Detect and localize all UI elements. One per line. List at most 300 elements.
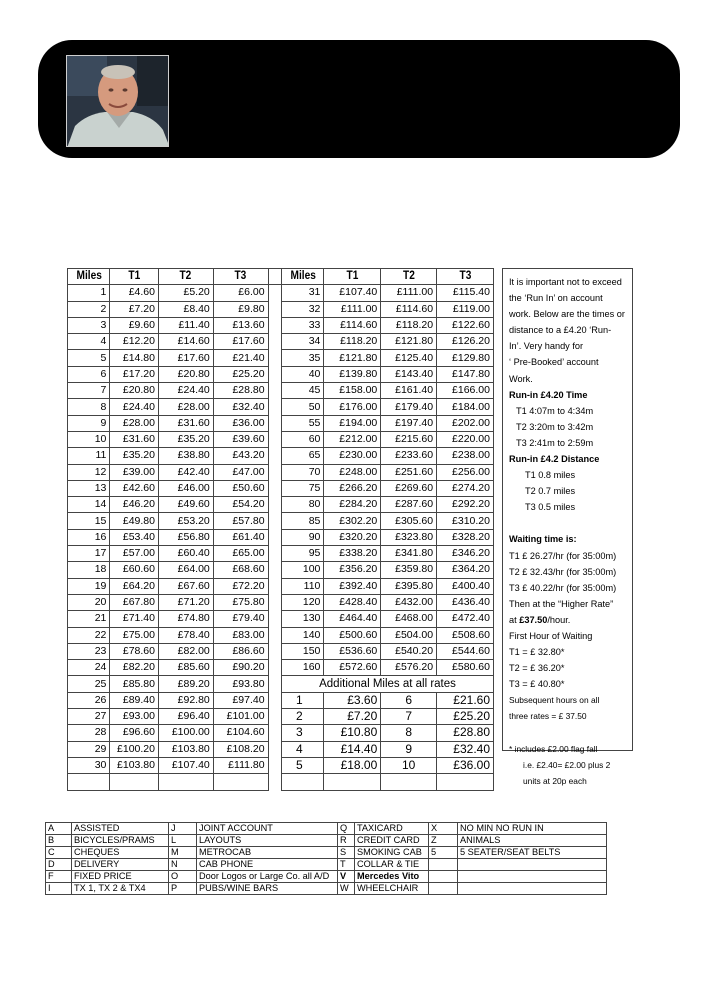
header-miles-2: Miles [284,269,321,285]
fare-cell: £233.60 [381,448,437,464]
fare-cell: £320.20 [324,529,381,545]
table-row [68,497,494,513]
fare-cell: £31.60 [110,431,159,447]
code-description: Door Logos or Large Co. all A/D [197,871,338,883]
code-letter [429,859,458,871]
fare-cell: £122.60 [437,317,494,333]
fare-cell: £202.00 [437,415,494,431]
fare-cell: £31.60 [158,415,213,431]
miles-cell: 19 [68,578,110,594]
fare-cell: £8.40 [158,301,213,317]
header-t3-2: T3 [440,269,490,285]
empty-cell [68,774,110,790]
fare-cell: £82.20 [110,660,159,676]
column-gap [268,676,281,692]
code-row [46,835,607,847]
fare-cell: £83.00 [213,627,268,643]
code-letter: J [169,823,197,835]
code-description: JOINT ACCOUNT [197,823,338,835]
fare-cell: £64.00 [158,562,213,578]
intro-line: work. Below are the times or [509,309,625,320]
column-gap [268,317,281,333]
fare-cell: £310.20 [437,513,494,529]
fare-cell: £89.40 [110,692,159,708]
table-row [68,692,494,708]
waiting-line: T3 £ 40.22/hr (for 35:00m) [509,582,617,593]
table-row [68,725,494,741]
fare-cell: £14.60 [158,334,213,350]
fare-cell: £230.00 [324,448,381,464]
waiting-list [509,548,628,596]
table-row [68,594,494,610]
fare-cell: £74.80 [158,611,213,627]
column-gap [268,383,281,399]
table-row [68,480,494,496]
miles-cell: 4 [68,334,110,350]
waiting-title: Waiting time is: [509,534,577,545]
fare-cell: £100.20 [110,741,159,757]
fare-cell: £32.40 [213,399,268,415]
additional-miles-cell: 5 [282,757,324,773]
intro-line: the ‘Run In’ on account [509,293,603,304]
run-in-distance-title: Run-in £4.2 Distance [509,454,600,465]
column-gap [268,709,281,725]
additional-fare-cell: £36.00 [437,757,494,773]
fare-cell: £118.20 [381,317,437,333]
fare-cell: £9.60 [110,317,159,333]
empty-cell [381,774,437,790]
fare-cell: £4.60 [110,285,159,301]
miles-cell: 3 [68,317,110,333]
additional-fare-cell: £14.40 [324,741,381,757]
header-t1-2: T1 [327,269,377,285]
code-row [46,847,607,859]
fare-cell: £238.00 [437,448,494,464]
column-gap [268,757,281,773]
fare-cell: £43.20 [213,448,268,464]
additional-miles-cell: 2 [282,709,324,725]
fare-cell: £108.20 [213,741,268,757]
fare-cell: £266.20 [324,480,381,496]
additional-miles-cell: 10 [381,757,437,773]
code-letter: W [338,883,355,895]
fare-cell: £400.40 [437,578,494,594]
higher-rate-text: Then at the “Higher Rate” [509,598,614,609]
fare-cell: £12.20 [110,334,159,350]
fare-cell: £42.40 [158,464,213,480]
fare-cell: £93.80 [213,676,268,692]
column-gap [268,366,281,382]
fare-cell: £65.00 [213,546,268,562]
column-gap [268,285,281,301]
fare-cell: £35.20 [110,448,159,464]
code-description: ANIMALS [458,835,607,847]
spacer [509,515,628,531]
run-in-time-title: Run-in £4.20 Time [509,389,588,400]
first-hour-title: First Hour of Waiting [509,630,593,641]
fare-cell: £129.80 [437,350,494,366]
fare-cell: £359.80 [381,562,437,578]
miles-cell: 16 [68,529,110,545]
footnote-line: units at 20p each [523,775,587,786]
column-gap [268,578,281,594]
miles-cell: 1 [68,285,110,301]
fare-cell: £85.80 [110,676,159,692]
fare-cell: £5.20 [158,285,213,301]
table-row [68,757,494,773]
intro-text [509,274,628,387]
fare-cell: £540.20 [381,643,437,659]
fare-cell: £75.00 [110,627,159,643]
fare-cell: £292.20 [437,497,494,513]
fare-cell: £274.20 [437,480,494,496]
fare-cell: £49.60 [158,497,213,513]
fare-table [67,268,494,791]
code-description: FIXED PRICE [72,871,169,883]
column-gap [268,660,281,676]
table-row [68,415,494,431]
column-gap [268,529,281,545]
fare-cell: £103.80 [158,741,213,757]
fare-cell: £111.80 [213,757,268,773]
code-letter: Q [338,823,355,835]
fare-cell: £139.80 [324,366,381,382]
fare-cell: £284.20 [324,497,381,513]
miles-cell: 27 [68,709,110,725]
miles-cell: 17 [68,546,110,562]
fare-cell: £6.00 [213,285,268,301]
fare-cell: £9.80 [213,301,268,317]
fare-cell: £72.20 [213,578,268,594]
fare-table-header [68,269,494,285]
column-gap [268,334,281,350]
fare-cell: £119.00 [437,301,494,317]
footnote-line: i.e. £2.40= £2.00 plus 2 [523,759,611,770]
column-gap [268,301,281,317]
miles-cell: 15 [68,513,110,529]
fare-cell: £86.60 [213,643,268,659]
header-t1: T1 [113,269,156,285]
code-description: DELIVERY [72,859,169,871]
code-description: CREDIT CARD [355,835,429,847]
higher-rate-at: at [509,614,520,625]
code-letter: X [429,823,458,835]
code-description: BICYCLES/PRAMS [72,835,169,847]
subsequent-line: Subsequent hours on all [509,695,600,706]
fare-cell: £287.60 [381,497,437,513]
fare-cell: £85.60 [158,660,213,676]
miles-cell: 29 [68,741,110,757]
additional-miles-cell: 4 [282,741,324,757]
code-description: WHEELCHAIR [355,883,429,895]
miles-cell: 5 [68,350,110,366]
fare-cell: £17.20 [110,366,159,382]
fare-cell: £464.40 [324,611,381,627]
miles-cell: 100 [282,562,324,578]
run-in-distance-line: T2 0.7 miles [525,486,576,497]
miles-cell: 65 [282,448,324,464]
fare-cell: £38.80 [158,448,213,464]
column-gap [268,399,281,415]
fare-cell: £53.40 [110,529,159,545]
fare-cell: £61.40 [213,529,268,545]
waiting-line: T2 £ 32.43/hr (for 35:00m) [509,566,617,577]
code-description: PUBS/WINE BARS [197,883,338,895]
miles-cell: 23 [68,643,110,659]
fare-cell: £7.20 [110,301,159,317]
code-letter: I [46,883,72,895]
code-letter: A [46,823,72,835]
column-gap [268,415,281,431]
miles-cell: 10 [68,431,110,447]
fare-cell: £158.00 [324,383,381,399]
fare-cell: £220.00 [437,431,494,447]
miles-cell: 12 [68,464,110,480]
miles-cell: 2 [68,301,110,317]
code-legend-table [45,822,607,895]
code-row [46,883,607,895]
additional-fare-cell: £25.20 [437,709,494,725]
code-letter: 5 [429,847,458,859]
additional-fare-cell: £7.20 [324,709,381,725]
miles-cell: 11 [68,448,110,464]
code-row [46,859,607,871]
miles-cell: 33 [282,317,324,333]
additional-miles-cell: 3 [282,725,324,741]
fare-cell: £121.80 [324,350,381,366]
fare-cell: £92.80 [158,692,213,708]
fare-cell: £212.00 [324,431,381,447]
fare-cell: £79.40 [213,611,268,627]
code-letter: C [46,847,72,859]
fare-cell: £364.20 [437,562,494,578]
footnote-line: * includes £2.00 flag fall [509,743,598,754]
column-gap [268,562,281,578]
code-description: METROCAB [197,847,338,859]
table-row [68,399,494,415]
fare-cell: £42.60 [110,480,159,496]
column-gap [268,725,281,741]
column-gap [268,774,281,790]
fare-cell: £256.00 [437,464,494,480]
run-in-distance-line: T3 0.5 miles [525,502,576,513]
miles-cell: 150 [282,643,324,659]
first-hour-line: T1 = £ 32.80* [509,647,565,658]
additional-miles-cell: 6 [381,692,437,708]
intro-line: Work. [509,373,533,384]
intro-line: ‘ Pre-Booked’ account [509,357,599,368]
fare-cell: £111.00 [324,301,381,317]
spacer [509,725,628,741]
table-row [68,660,494,676]
fare-cell: £28.80 [213,383,268,399]
fare-cell: £184.00 [437,399,494,415]
miles-cell: 9 [68,415,110,431]
fare-cell: £536.60 [324,643,381,659]
fare-cell: £28.00 [158,399,213,415]
fare-cell: £111.00 [381,285,437,301]
run-in-distance-list [509,467,628,515]
intro-line: distance to a £4.20 ‘Run- [509,325,612,336]
code-letter: D [46,859,72,871]
fare-cell: £302.20 [324,513,381,529]
higher-rate-unit: /hour. [547,614,571,625]
code-description: 5 SEATER/SEAT BELTS [458,847,607,859]
code-letter: O [169,871,197,883]
code-description: ASSISTED [72,823,169,835]
table-row [68,383,494,399]
fare-cell: £36.00 [213,415,268,431]
code-description: TX 1, TX 2 & TX4 [72,883,169,895]
empty-cell [110,774,159,790]
miles-cell: 7 [68,383,110,399]
fare-cell: £64.20 [110,578,159,594]
miles-cell: 35 [282,350,324,366]
higher-rate-line [509,612,628,628]
fare-cell: £53.20 [158,513,213,529]
fare-cell: £305.60 [381,513,437,529]
miles-cell: 120 [282,594,324,610]
fare-cell: £197.40 [381,415,437,431]
miles-cell: 85 [282,513,324,529]
code-letter: R [338,835,355,847]
additional-fare-cell: £21.60 [437,692,494,708]
intro-line: In’. Very handy for [509,341,584,352]
fare-cell: £500.60 [324,627,381,643]
fare-cell: £104.60 [213,725,268,741]
miles-cell: 32 [282,301,324,317]
additional-miles-cell: 1 [282,692,324,708]
code-description: CHEQUES [72,847,169,859]
fare-cell: £20.80 [158,366,213,382]
column-gap [268,480,281,496]
fare-cell: £24.40 [110,399,159,415]
miles-cell: 55 [282,415,324,431]
miles-cell: 34 [282,334,324,350]
fare-cell: £125.40 [381,350,437,366]
empty-cell [324,774,381,790]
higher-rate-value: £37.50 [519,614,548,625]
code-description: SMOKING CAB [355,847,429,859]
table-row [68,464,494,480]
run-in-time-line: T1 4:07m to 4:34m [516,405,594,416]
fare-cell: £28.00 [110,415,159,431]
fare-cell: £17.60 [158,350,213,366]
fare-cell: £341.80 [381,546,437,562]
run-in-time-line: T2 3:20m to 3:42m [516,421,594,432]
fare-cell: £161.40 [381,383,437,399]
fare-cell: £78.60 [110,643,159,659]
intro-line: It is important not to exceed [509,277,622,287]
miles-cell: 24 [68,660,110,676]
fare-cell: £114.60 [381,301,437,317]
miles-cell: 60 [282,431,324,447]
miles-cell: 25 [68,676,110,692]
run-in-notes [502,268,633,786]
table-row [68,448,494,464]
code-letter: P [169,883,197,895]
fare-cell: £67.60 [158,578,213,594]
code-letter: L [169,835,197,847]
fare-cell: £96.40 [158,709,213,725]
column-gap [268,448,281,464]
fare-cell: £215.60 [381,431,437,447]
miles-cell: 20 [68,594,110,610]
table-row [68,529,494,545]
fare-cell: £89.20 [158,676,213,692]
run-in-distance-line: T1 0.8 miles [525,470,576,481]
fare-cell: £20.80 [110,383,159,399]
fare-cell: £328.20 [437,529,494,545]
empty-cell [213,774,268,790]
table-row [68,611,494,627]
fare-cell: £93.00 [110,709,159,725]
table-row [68,334,494,350]
run-in-time-list [509,403,628,451]
miles-cell: 70 [282,464,324,480]
code-letter [429,871,458,883]
fare-cell: £11.40 [158,317,213,333]
code-row [46,871,607,883]
first-hour-line: T3 = £ 40.80* [509,679,565,690]
additional-miles-cell: 9 [381,741,437,757]
subsequent-line: three rates = £ 37.50 [509,711,587,722]
fare-cell: £143.40 [381,366,437,382]
fare-cell: £60.40 [158,546,213,562]
additional-fare-cell: £18.00 [324,757,381,773]
fare-cell: £101.00 [213,709,268,725]
fare-cell: £107.40 [324,285,381,301]
miles-cell: 90 [282,529,324,545]
empty-cell [158,774,213,790]
fare-cell: £103.80 [110,757,159,773]
fare-cell: £432.00 [381,594,437,610]
table-row [68,546,494,562]
table-row [68,578,494,594]
fare-cell: £323.80 [381,529,437,545]
fare-cell: £82.00 [158,643,213,659]
fare-cell: £508.60 [437,627,494,643]
fare-cell: £50.60 [213,480,268,496]
miles-cell: 30 [68,757,110,773]
fare-cell: £176.00 [324,399,381,415]
empty-cell [282,774,324,790]
fare-cell: £39.00 [110,464,159,480]
table-row [68,774,494,790]
fare-cell: £71.20 [158,594,213,610]
fare-cell: £71.40 [110,611,159,627]
miles-cell: 22 [68,627,110,643]
code-letter: Z [429,835,458,847]
table-row [68,317,494,333]
waiting-line: T1 £ 26.27/hr (for 35:00m) [509,550,617,561]
fare-cell: £121.80 [381,334,437,350]
miles-cell: 75 [282,480,324,496]
fare-cell: £114.60 [324,317,381,333]
fare-cell: £166.00 [437,383,494,399]
fare-cell: £251.60 [381,464,437,480]
code-letter: V [338,871,355,883]
additional-miles-cell: 7 [381,709,437,725]
fare-cell: £96.60 [110,725,159,741]
column-gap [268,692,281,708]
fare-cell: £468.00 [381,611,437,627]
additional-miles-cell: 8 [381,725,437,741]
fare-cell: £57.00 [110,546,159,562]
miles-cell: 40 [282,366,324,382]
additional-fare-cell: £10.80 [324,725,381,741]
fare-cell: £13.60 [213,317,268,333]
